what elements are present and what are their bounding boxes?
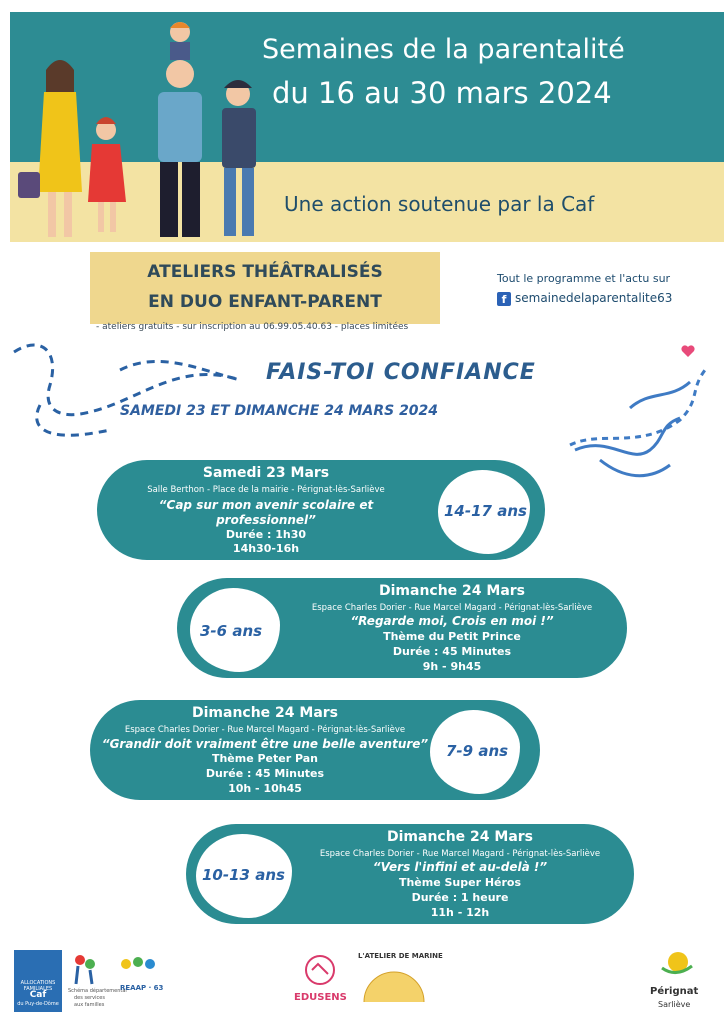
reaap-logo bbox=[118, 954, 164, 980]
session-title: “Regarde moi, Crois en moi !” bbox=[350, 614, 554, 628]
header-subtitle: Une action soutenue par la Caf bbox=[284, 192, 595, 216]
session-day: Dimanche 24 Mars bbox=[378, 583, 526, 599]
session-place: Espace Charles Dorier - Rue Marcel Magard - Pérignat-lès-Sarliève bbox=[124, 725, 406, 735]
schema-line-3: aux familles bbox=[74, 1002, 105, 1008]
ateliers-note: - ateliers gratuits - sur inscription au 06.99.05.40.63 - places limitées bbox=[96, 322, 409, 332]
session-theme: Thème Peter Pan bbox=[211, 752, 319, 765]
session-time: 10h - 10h45 bbox=[228, 782, 302, 795]
session-title: “Vers l'infini et au-delà !” bbox=[372, 860, 548, 874]
session-title-cont: professionnel” bbox=[216, 513, 316, 527]
schema-line-2: des services bbox=[74, 995, 105, 1001]
session-title: “Cap sur mon avenir scolaire et bbox=[158, 498, 374, 512]
header-title-line-2: du 16 au 30 mars 2024 bbox=[272, 76, 612, 110]
session-time: 14h30-16h bbox=[232, 542, 300, 555]
session-day: Samedi 23 Mars bbox=[202, 465, 330, 481]
session-theme: Thème du Petit Prince bbox=[383, 630, 521, 643]
schema-logo bbox=[70, 950, 100, 986]
atelier-marine-label: L'ATELIER DE MARINE bbox=[358, 952, 443, 960]
edusens-logo bbox=[298, 952, 342, 988]
edusens-label: EDUSENS bbox=[294, 992, 347, 1003]
facebook-handle[interactable]: semainedelaparentalite63 bbox=[515, 291, 673, 305]
perignat-line-1: Pérignat bbox=[650, 986, 699, 997]
session-duration: Durée : 1 heure bbox=[411, 891, 509, 904]
heart-icon bbox=[680, 344, 696, 358]
session-time: 11h - 12h bbox=[430, 906, 490, 919]
schema-line-1: Schéma départemental bbox=[68, 988, 127, 994]
age-badge: 7-9 ans bbox=[446, 742, 509, 760]
session-place: Espace Charles Dorier - Rue Marcel Magard - Pérignat-lès-Sarliève bbox=[319, 849, 601, 859]
caf-logo-line-3: du Puy-de-Dôme bbox=[17, 1001, 59, 1007]
theme-title: FAIS-TOI CONFIANCE bbox=[266, 360, 536, 385]
ateliers-title-line-2: EN DUO ENFANT-PARENT bbox=[148, 292, 382, 312]
family-illustration bbox=[10, 12, 270, 244]
facebook-icon: f bbox=[497, 292, 511, 306]
ateliers-title-line-1: ATELIERS THÉÂTRALISÉS bbox=[147, 262, 383, 282]
session-theme: Thème Super Héros bbox=[398, 876, 522, 889]
reaap-label: REAAP · 63 bbox=[120, 984, 164, 992]
perignat-line-2: Sarliève bbox=[658, 1000, 691, 1009]
session-duration: Durée : 1h30 bbox=[225, 528, 307, 541]
session-place: Salle Berthon - Place de la mairie - Pérignat-lès-Sarliève bbox=[147, 485, 385, 495]
session-place: Espace Charles Dorier - Rue Marcel Magard - Pérignat-lès-Sarliève bbox=[311, 603, 593, 613]
age-badge: 14-17 ans bbox=[444, 502, 527, 520]
age-badge: 3-6 ans bbox=[200, 622, 263, 640]
program-text: Tout le programme et l'actu sur bbox=[497, 272, 671, 285]
session-title: “Grandir doit vraiment être une belle aventure” bbox=[101, 737, 429, 751]
session-day: Dimanche 24 Mars bbox=[191, 705, 339, 721]
session-day: Dimanche 24 Mars bbox=[386, 829, 534, 845]
caf-logo-line-2: Caf bbox=[29, 990, 47, 1000]
caf-logo-line-1: ALLOCATIONS FAMILIALES bbox=[20, 980, 56, 992]
age-badge: 10-13 ans bbox=[202, 866, 285, 884]
session-duration: Durée : 45 Minutes bbox=[392, 645, 512, 658]
header-title-line-1: Semaines de la parentalité bbox=[262, 34, 625, 65]
theme-dates: SAMEDI 23 ET DIMANCHE 24 MARS 2024 bbox=[120, 403, 439, 419]
session-time: 9h - 9h45 bbox=[422, 660, 482, 673]
session-duration: Durée : 45 Minutes bbox=[205, 767, 325, 780]
perignat-logo bbox=[652, 948, 698, 978]
atelier-marine-logo bbox=[356, 962, 432, 1010]
